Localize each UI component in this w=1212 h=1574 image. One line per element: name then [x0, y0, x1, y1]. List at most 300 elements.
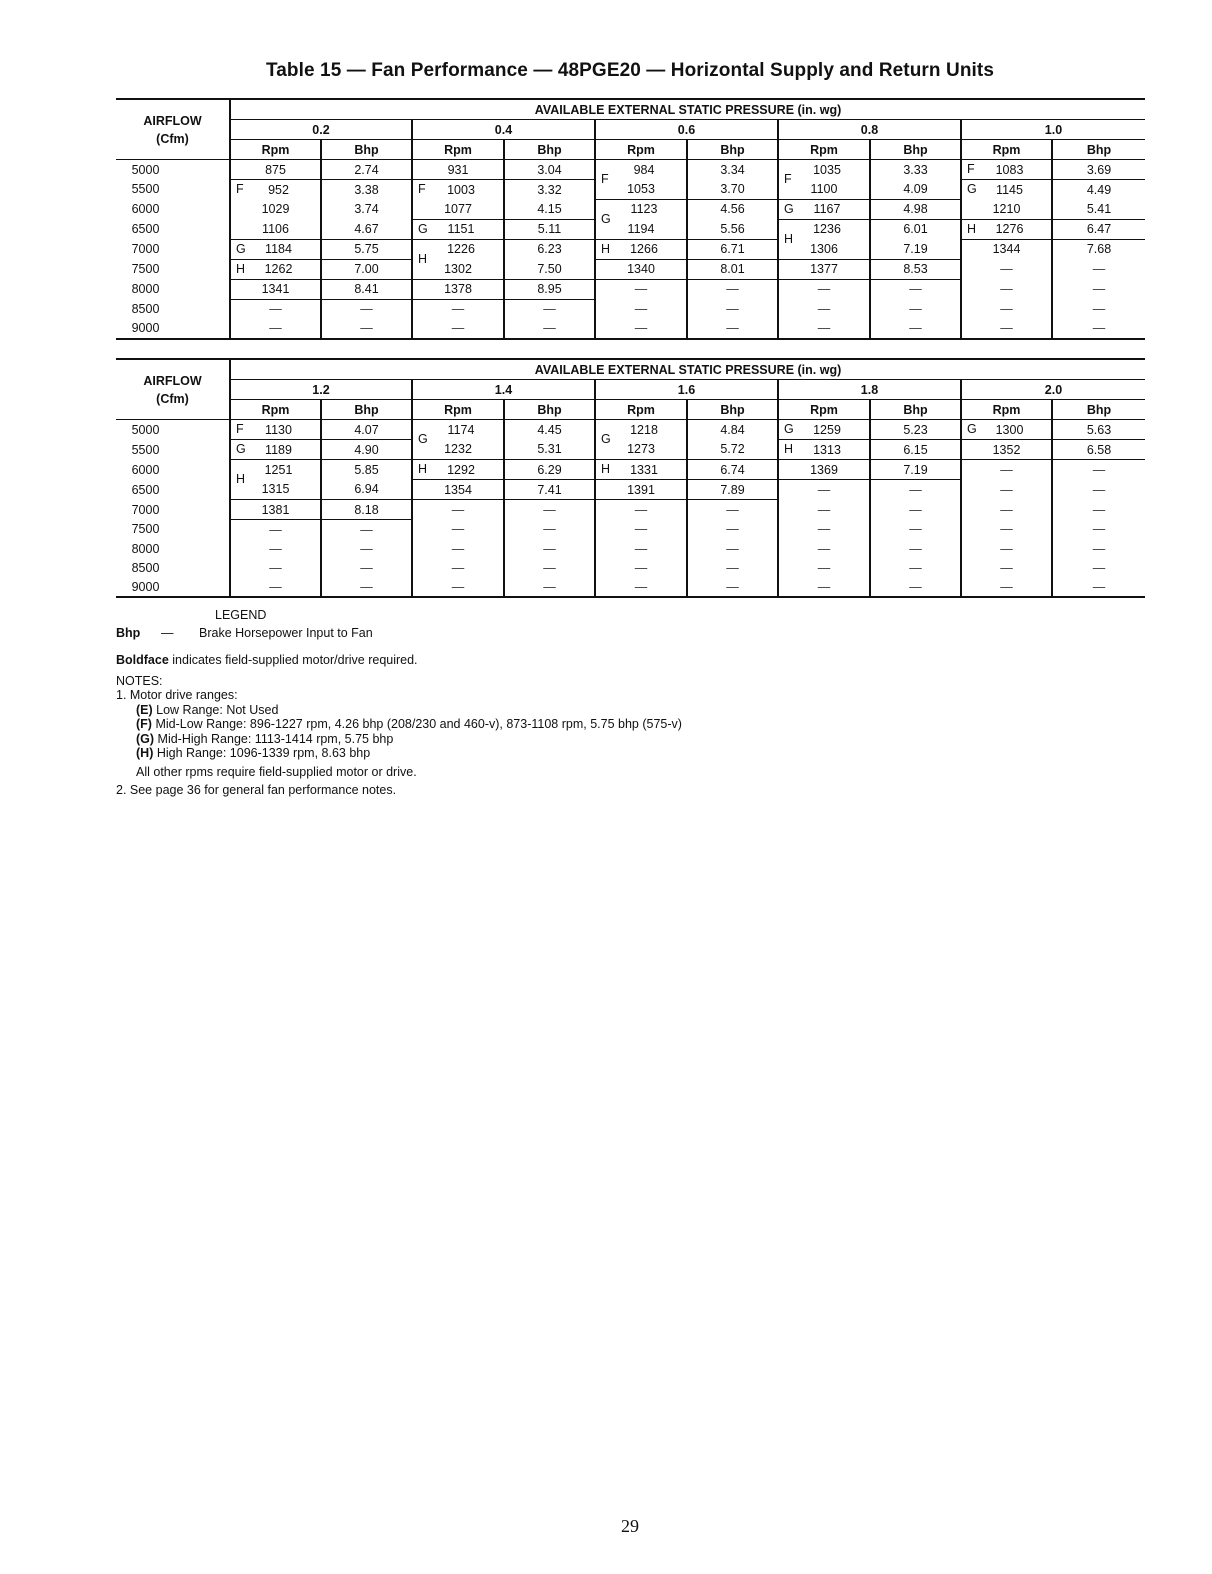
table-row — [116, 480, 1145, 500]
rpm-value: 1378 — [444, 282, 472, 296]
rpm-value: — — [817, 560, 831, 575]
bhp-value: 4.07 — [354, 422, 379, 437]
rpm-value: 1377 — [810, 262, 838, 276]
bhp-value: — — [726, 301, 739, 316]
bhp-column-header: Bhp — [687, 140, 778, 160]
bhp-value: 8.53 — [903, 262, 928, 276]
bhp-cell — [1052, 279, 1145, 299]
bhp-cell — [321, 259, 412, 279]
legend — [116, 606, 916, 642]
airflow-cell: 5000 — [131, 422, 160, 437]
rpm-cell — [230, 539, 321, 558]
rpm-value: 1276 — [995, 222, 1024, 236]
table-row — [116, 577, 1145, 597]
bhp-value: 4.84 — [720, 422, 745, 437]
rpm-value: — — [451, 541, 465, 556]
rpm-cell — [412, 180, 504, 200]
bhp-cell — [1052, 480, 1145, 500]
bhp-value: 6.01 — [903, 222, 928, 237]
bhp-cell — [504, 239, 595, 259]
drive-range-letter: F — [418, 182, 426, 196]
table-row — [116, 440, 1145, 460]
rpm-value: 1167 — [813, 202, 841, 216]
bhp-value: — — [1092, 301, 1106, 316]
pressure-header: 1.8 — [778, 380, 961, 400]
rpm-value: — — [634, 502, 648, 517]
bhp-value: — — [360, 321, 373, 335]
bhp-column-header: Bhp — [504, 140, 595, 160]
bhp-column-header: Bhp — [504, 400, 595, 420]
bhp-cell — [504, 500, 595, 520]
rpm-value: — — [634, 301, 648, 316]
rpm-cell — [230, 520, 321, 540]
rpm-value: — — [634, 541, 648, 556]
bhp-value: 7.19 — [903, 241, 928, 256]
note-1: 1. Motor drive ranges: — [116, 688, 238, 702]
bhp-value: 5.41 — [1086, 201, 1112, 216]
rpm-cell — [595, 259, 687, 279]
bhp-value: 6.74 — [720, 462, 745, 477]
table-row — [116, 558, 1145, 577]
rpm-cell — [412, 520, 504, 540]
airflow-cell: 6000 — [131, 202, 160, 216]
airflow-cell: 8000 — [131, 541, 160, 556]
drive-range-letter: H — [784, 231, 794, 246]
bhp-value: 4.09 — [903, 182, 928, 196]
range-code-h: (H) — [136, 746, 154, 760]
bhp-column-header: Bhp — [870, 400, 961, 420]
rpm-value: — — [1000, 579, 1013, 594]
bhp-value: — — [909, 482, 922, 497]
rpm-value: — — [451, 321, 465, 335]
bhp-value: 6.71 — [720, 242, 745, 256]
bhp-value: 3.32 — [537, 182, 562, 197]
bhp-cell — [687, 219, 778, 239]
rpm-value: 1194 — [627, 221, 655, 236]
pressure-header: 1.0 — [961, 120, 1145, 140]
rpm-cell — [230, 299, 321, 319]
bhp-value: — — [543, 302, 556, 316]
rpm-value: — — [269, 579, 282, 594]
bhp-value: 7.00 — [354, 262, 379, 276]
bhp-cell — [1052, 239, 1145, 259]
bhp-cell — [504, 480, 595, 500]
rpm-cell — [230, 180, 321, 200]
bhp-cell — [1052, 460, 1145, 480]
rpm-value: 1391 — [627, 482, 655, 497]
table-row — [116, 180, 1145, 200]
bhp-cell — [1052, 180, 1145, 200]
rpm-value: — — [634, 321, 648, 335]
table-row — [116, 259, 1145, 279]
rpm-value: — — [1000, 262, 1013, 276]
rpm-cell — [595, 577, 687, 597]
rpm-cell — [412, 500, 504, 520]
rpm-value: — — [1000, 522, 1013, 537]
bhp-cell — [1052, 199, 1145, 219]
rpm-value: — — [1000, 321, 1013, 335]
bhp-value: — — [909, 301, 922, 316]
rpm-column-header: Rpm — [230, 400, 321, 420]
bhp-cell — [321, 420, 412, 440]
pressure-header: 0.8 — [778, 120, 961, 140]
bhp-value: 5.75 — [354, 242, 379, 256]
drive-range-letter: G — [601, 211, 611, 226]
bhp-value: 5.85 — [354, 462, 379, 477]
bhp-cell — [321, 577, 412, 597]
bhp-value: — — [909, 321, 922, 335]
airflow-cell: 6000 — [131, 462, 160, 477]
airflow-header: AIRFLOW (Cfm) — [116, 359, 230, 420]
table-row — [116, 500, 1145, 520]
rpm-value: — — [269, 522, 282, 537]
rpm-value: 1029 — [261, 202, 290, 216]
bhp-cell — [321, 440, 412, 460]
rpm-cell — [961, 219, 1052, 239]
bhp-cell — [504, 299, 595, 319]
bhp-cell — [870, 577, 961, 597]
bhp-column-header: Bhp — [321, 400, 412, 420]
rpm-value: — — [451, 560, 465, 575]
bhp-value: 8.95 — [537, 282, 562, 296]
rpm-value: — — [269, 560, 282, 575]
bhp-value: 7.41 — [537, 482, 562, 497]
rpm-cell — [961, 199, 1052, 219]
bhp-column-header: Bhp — [1052, 140, 1145, 160]
rpm-cell — [412, 199, 504, 219]
bhp-cell — [870, 319, 961, 339]
bhp-cell — [1052, 420, 1145, 440]
rpm-value: — — [1000, 541, 1013, 556]
page-number: 29 — [621, 1516, 639, 1536]
rpm-cell — [412, 440, 504, 460]
range-code-f: (F) — [136, 717, 152, 731]
bhp-value: 5.63 — [1086, 422, 1112, 437]
airflow-cell: 7000 — [131, 242, 160, 256]
bhp-value: — — [1092, 560, 1106, 575]
rpm-cell — [595, 558, 687, 577]
legend-definition: Brake Horsepower Input to Fan — [199, 626, 373, 640]
rpm-column-header: Rpm — [778, 400, 870, 420]
rpm-cell — [961, 279, 1052, 299]
bhp-cell — [870, 259, 961, 279]
rpm-cell — [778, 460, 870, 480]
bhp-cell — [687, 279, 778, 299]
airflow-header: AIRFLOW (Cfm) — [116, 99, 230, 160]
bhp-value: — — [360, 522, 373, 537]
esp-header: AVAILABLE EXTERNAL STATIC PRESSURE (in. wg) — [230, 99, 1145, 120]
rpm-cell — [412, 577, 504, 597]
bhp-value: 5.23 — [903, 422, 928, 437]
rpm-value: 1053 — [627, 182, 655, 196]
rpm-cell — [961, 539, 1052, 558]
rpm-cell — [230, 480, 321, 500]
pressure-header: 1.2 — [230, 380, 412, 400]
bhp-value: 5.11 — [537, 222, 562, 236]
boldface-text: indicates field-supplied motor/drive required. — [168, 653, 418, 667]
airflow-cell: 7500 — [131, 262, 160, 276]
drive-range-letter: H — [601, 241, 611, 256]
rpm-cell — [412, 558, 504, 577]
bhp-cell — [321, 460, 412, 480]
bhp-value: — — [360, 579, 373, 594]
rpm-cell — [961, 480, 1052, 500]
bhp-cell — [321, 180, 412, 200]
bhp-value: — — [1092, 541, 1106, 556]
rpm-cell — [961, 558, 1052, 577]
rpm-value: 1189 — [265, 442, 292, 457]
bhp-value: 7.68 — [1086, 242, 1112, 257]
rpm-column-header: Rpm — [230, 140, 321, 160]
bhp-cell — [687, 259, 778, 279]
rpm-value: 1151 — [447, 222, 475, 236]
bhp-value: 3.04 — [537, 162, 562, 177]
bhp-value: 6.15 — [903, 442, 928, 457]
bhp-cell — [687, 480, 778, 500]
bhp-cell — [504, 259, 595, 279]
bhp-cell — [687, 520, 778, 540]
rpm-cell — [412, 460, 504, 480]
bhp-cell — [870, 299, 961, 319]
rpm-value: — — [817, 502, 831, 517]
bhp-value: — — [1092, 321, 1106, 335]
rpm-cell — [595, 440, 687, 460]
table-row — [116, 299, 1145, 319]
esp-header: AVAILABLE EXTERNAL STATIC PRESSURE (in. wg) — [230, 359, 1145, 380]
legend-key: Bhp — [116, 626, 141, 640]
bhp-cell — [321, 239, 412, 259]
rpm-cell — [595, 219, 687, 239]
bhp-value: — — [543, 560, 556, 575]
bhp-value: — — [909, 541, 922, 556]
rpm-cell — [961, 319, 1052, 339]
drive-range-letter: G — [784, 422, 794, 436]
bhp-value: — — [726, 579, 739, 594]
rpm-cell — [230, 279, 321, 299]
drive-range-letter: F — [236, 182, 244, 196]
bhp-cell — [1052, 440, 1145, 460]
range-text-e: Low Range: Not Used — [152, 702, 279, 717]
table-title: Table 15 — Fan Performance — 48PGE20 — Horizontal Supply and Return Units — [265, 60, 995, 81]
bhp-cell — [1052, 577, 1145, 597]
rpm-value: 1313 — [813, 442, 841, 457]
bhp-value: 4.98 — [903, 202, 928, 216]
rpm-column-header: Rpm — [778, 140, 870, 160]
rpm-value: — — [1000, 301, 1013, 316]
table-row — [116, 520, 1145, 540]
bhp-value: — — [543, 522, 556, 537]
bhp-cell — [687, 199, 778, 219]
drive-range-letter: H — [418, 462, 428, 476]
range-code-g: (G) — [136, 731, 155, 746]
rpm-column-header: Rpm — [595, 140, 687, 160]
rpm-value: — — [451, 522, 465, 537]
rpm-value: 1083 — [995, 162, 1024, 177]
bhp-cell — [870, 279, 961, 299]
airflow-cell: 7000 — [131, 502, 160, 517]
bhp-cell — [870, 539, 961, 558]
rpm-cell — [412, 259, 504, 279]
rpm-column-header: Rpm — [595, 400, 687, 420]
bhp-cell — [321, 219, 412, 239]
bhp-cell — [687, 539, 778, 558]
rpm-cell — [230, 440, 321, 460]
drive-range-letter: G — [418, 221, 428, 236]
pressure-header: 0.2 — [230, 120, 412, 140]
airflow-cell: 6500 — [131, 482, 160, 497]
table-row — [116, 239, 1145, 259]
drive-range-letter: H — [967, 221, 977, 236]
drive-range-letter: F — [967, 162, 975, 176]
bhp-value: — — [1092, 262, 1106, 276]
drive-range-letter: G — [967, 182, 977, 196]
bhp-value: — — [726, 282, 739, 297]
bhp-cell — [687, 577, 778, 597]
note-2: 2. See page 36 for general fan performance notes. — [116, 783, 397, 797]
bhp-value: 4.90 — [354, 442, 379, 457]
rpm-value: 1210 — [992, 201, 1021, 216]
rpm-value: 952 — [268, 182, 289, 197]
rpm-value: 1369 — [810, 462, 838, 477]
bhp-cell — [870, 199, 961, 219]
rpm-value: 1077 — [444, 201, 472, 216]
bhp-value: — — [1092, 522, 1106, 537]
pressure-header: 1.4 — [412, 380, 595, 400]
bhp-cell — [870, 520, 961, 540]
bhp-value: 4.56 — [720, 202, 745, 217]
rpm-value: — — [1000, 502, 1013, 517]
rpm-value: 1123 — [630, 202, 658, 217]
rpm-cell — [230, 460, 321, 486]
rpm-value: 1251 — [264, 462, 293, 477]
rpm-value: — — [817, 522, 831, 537]
bhp-cell — [321, 500, 412, 520]
bhp-value: 6.29 — [537, 462, 562, 477]
rpm-cell — [230, 319, 321, 339]
rpm-column-header: Rpm — [412, 140, 504, 160]
rpm-cell — [961, 440, 1052, 460]
bhp-value: — — [909, 579, 922, 594]
rpm-value: 1130 — [265, 422, 292, 437]
bhp-value: 3.70 — [720, 182, 745, 196]
table-row — [116, 199, 1145, 219]
bhp-value: 3.38 — [354, 182, 379, 197]
bhp-value: 3.69 — [1086, 162, 1112, 177]
bhp-cell — [321, 160, 412, 180]
rpm-value: 1236 — [813, 222, 841, 237]
bhp-cell — [687, 160, 778, 180]
fan-performance-table-2 — [116, 358, 1145, 598]
rpm-column-header: Rpm — [961, 140, 1052, 160]
rpm-cell — [778, 480, 870, 500]
airflow-cell: 9000 — [116, 577, 230, 597]
rpm-value: 1340 — [627, 262, 655, 276]
rpm-cell — [778, 420, 870, 440]
bhp-value: — — [543, 502, 556, 517]
rpm-cell — [595, 199, 687, 226]
bhp-value: 6.47 — [1086, 222, 1112, 236]
drive-range-letter: F — [784, 172, 792, 186]
range-code-e: (E) — [136, 702, 153, 717]
bhp-value: 8.18 — [354, 502, 379, 517]
bhp-cell — [1052, 299, 1145, 319]
bhp-value: 4.15 — [537, 201, 562, 216]
rpm-cell — [778, 279, 870, 299]
pressure-header: 1.6 — [595, 380, 778, 400]
rpm-value: 1344 — [992, 242, 1021, 257]
bhp-value: — — [726, 541, 739, 556]
airflow-cell: 5500 — [131, 442, 160, 457]
airflow-cell: 9000 — [116, 319, 230, 339]
rpm-cell — [961, 500, 1052, 520]
table-row — [116, 420, 1145, 440]
rpm-cell — [412, 299, 504, 319]
bhp-value: — — [909, 282, 922, 297]
rpm-cell — [961, 299, 1052, 319]
bhp-cell — [321, 520, 412, 540]
rpm-value: — — [1000, 462, 1013, 477]
rpm-value: — — [451, 579, 465, 594]
bhp-cell — [321, 299, 412, 319]
drive-range-letter: H — [236, 472, 246, 486]
rpm-cell — [595, 319, 687, 339]
airflow-cell: 8500 — [131, 301, 160, 316]
rpm-value: — — [451, 302, 465, 316]
bhp-column-header: Bhp — [687, 400, 778, 420]
bhp-cell — [504, 319, 595, 339]
bhp-value: 7.50 — [537, 261, 562, 276]
rpm-cell — [595, 279, 687, 299]
bhp-value: 7.89 — [720, 482, 745, 497]
rpm-value: 1100 — [810, 182, 838, 196]
bhp-value: 8.41 — [354, 282, 379, 296]
rpm-value: 1273 — [627, 442, 655, 457]
airflow-cell: 8000 — [131, 282, 160, 296]
rpm-value: — — [269, 321, 282, 335]
airflow-cell: 5000 — [131, 162, 160, 177]
bhp-value: — — [360, 302, 373, 316]
bhp-cell — [1052, 539, 1145, 558]
table-row — [116, 319, 1145, 339]
bhp-value: — — [909, 502, 922, 517]
rpm-cell — [778, 577, 870, 597]
rpm-value: 1226 — [447, 242, 475, 257]
rpm-value: 875 — [265, 162, 286, 177]
rpm-cell — [778, 319, 870, 339]
rpm-value: 1266 — [630, 242, 658, 256]
pressure-header: 0.4 — [412, 120, 595, 140]
rpm-value: 1302 — [444, 261, 472, 276]
rpm-cell — [778, 500, 870, 520]
rpm-value: — — [269, 302, 282, 316]
bhp-value: 5.56 — [720, 221, 745, 236]
rpm-cell — [778, 558, 870, 577]
bhp-value: 6.58 — [1086, 442, 1112, 457]
rpm-value: 1232 — [444, 442, 472, 457]
range-text-g: Mid-High Range: 1113-1414 rpm, 5.75 bhp — [154, 731, 394, 746]
rpm-value: — — [451, 502, 465, 517]
bhp-cell — [687, 500, 778, 520]
rpm-value: 1354 — [444, 482, 472, 497]
rpm-cell — [412, 279, 504, 299]
bhp-value: — — [1092, 462, 1106, 477]
drive-range-letter: G — [236, 442, 246, 456]
bhp-value: 4.49 — [1086, 182, 1112, 197]
drive-range-letter: G — [236, 241, 246, 256]
bhp-value: — — [1092, 579, 1106, 594]
bhp-cell — [504, 279, 595, 299]
rpm-cell — [778, 440, 870, 460]
